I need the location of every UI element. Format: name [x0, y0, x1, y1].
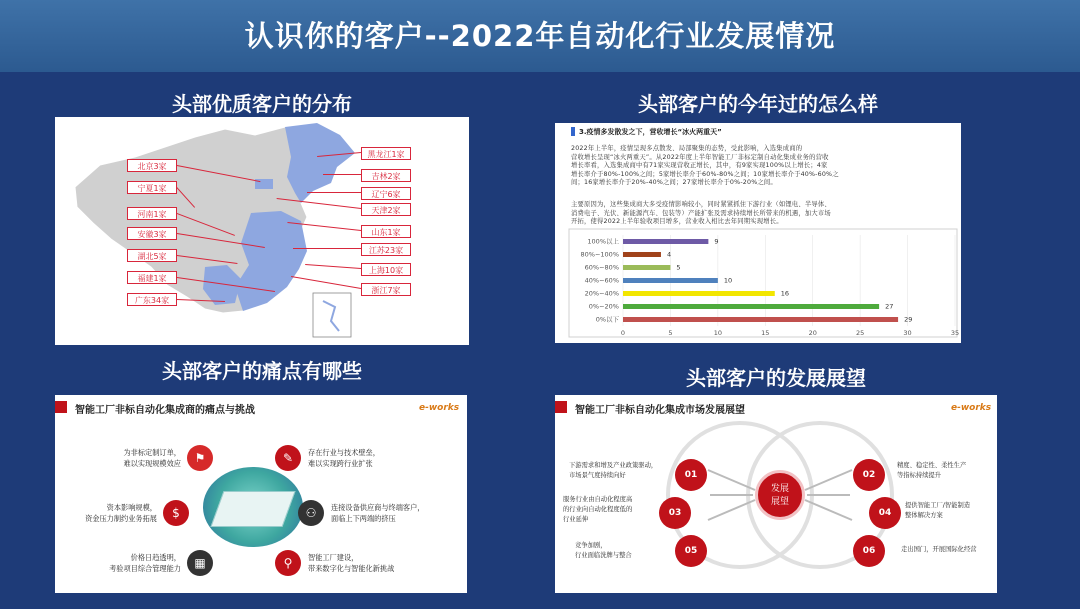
doc-paragraph-line: 增长率介于80%-100%之间；5家增长率介于60%-80%之间；10家增长率介于40%-60%之 — [571, 170, 839, 178]
x-tick-label: 35 — [950, 329, 960, 337]
heading-top-right: 头部客户的今年过的怎么样 — [638, 92, 878, 116]
pain-point-text — [109, 552, 181, 574]
customer-distribution-map — [55, 117, 469, 345]
bar-value-label: 4 — [666, 250, 672, 259]
bar-value-label: 10 — [723, 276, 733, 285]
pain-points-panel — [55, 395, 467, 593]
outlook-item-line: 等指标持续提升 — [897, 472, 942, 479]
category-label: 20%~40% — [584, 289, 619, 298]
doc-title: 3.疫情多发散发之下，营收增长“冰火两重天” — [579, 128, 722, 136]
x-tick-label: 10 — [713, 329, 722, 337]
outlook-item-line: 的行业向自动化程度低的 — [563, 506, 633, 513]
doc-paragraph-line: 2022年上半年，疫情呈现多点散发、局部聚集的态势，受此影响，入选集成商的 — [571, 145, 803, 152]
outlook-panel — [555, 395, 997, 593]
pain-panel-title: 智能工厂非标自动化集成商的痛点与挑战 — [75, 405, 255, 416]
outlook-item-line: 整体解决方案 — [905, 512, 943, 519]
pain-point-line: 资本影响规模， — [106, 503, 157, 512]
bar-6 — [623, 317, 898, 322]
map-label-right-0: 黑龙江1家 — [361, 147, 411, 160]
category-label: 100%以上 — [587, 237, 619, 246]
x-tick-label: 30 — [903, 329, 912, 337]
growth-bar-chart — [555, 123, 961, 343]
outlook-number-01: 01 — [675, 459, 707, 491]
outlook-item-line: 行业面临洗牌与整合 — [575, 552, 632, 559]
map-label-right-4: 山东1家 — [361, 225, 411, 238]
pain-point-line: 价格日趋透明， — [130, 553, 181, 562]
calculator-icon: ▦ — [187, 550, 213, 576]
outlook-number-05: 05 — [675, 535, 707, 567]
pain-point-line: 难以实现跨行业扩张 — [308, 459, 373, 468]
outlook-item-text — [897, 461, 966, 481]
pain-point-line: 资金压力制约业务拓展 — [85, 514, 157, 523]
pain-point-line: 智能工厂建设， — [308, 553, 359, 562]
outlook-item-text — [905, 501, 970, 521]
pain-point-line: 考验项目综合管理能力 — [109, 564, 181, 573]
outlook-item-line: 下游需求和增及产业政策驱动， — [569, 462, 658, 469]
map-leader-line — [323, 174, 361, 175]
bar-value-label: 29 — [904, 315, 913, 324]
map-label-right-1: 吉林2家 — [361, 169, 411, 182]
heading-bottom-right: 头部客户的发展展望 — [686, 366, 866, 390]
pain-point-text — [123, 447, 181, 469]
outlook-item-text — [569, 461, 657, 481]
doc-paragraph-line: 增长率看，入选集成商中有71家实现营收正增长，其中，有9家实现100%以上增长；4家 — [571, 162, 828, 169]
bar-0 — [623, 239, 708, 244]
outlook-item-line: 走出国门，开展国际化经营 — [901, 546, 977, 553]
map-label-left-3: 安徽3家 — [127, 227, 177, 240]
x-tick-label: 15 — [761, 329, 770, 337]
map-label-left-2: 河南1家 — [127, 207, 177, 220]
handshake-icon: ⚇ — [298, 500, 324, 526]
heading-top-left: 头部优质客户的分布 — [172, 92, 352, 116]
edit-icon: ✎ — [275, 445, 301, 471]
outlook-panel-title: 智能工厂非标自动化集成市场发展展望 — [575, 405, 745, 416]
center-ring — [755, 470, 805, 520]
bar-1 — [623, 252, 661, 257]
pain-point-line: 存在行业与技术壁垒， — [308, 448, 380, 457]
pain-point-text — [308, 552, 394, 574]
x-tick-label: 0 — [620, 329, 626, 337]
bar-value-label: 9 — [714, 237, 719, 246]
map-label-right-2: 辽宁6家 — [361, 187, 411, 200]
heading-bottom-left: 头部客户的痛点有哪些 — [162, 359, 362, 383]
center-text-line: 发展 — [770, 484, 789, 494]
pain-point-line: 带来数字化与智能化新挑战 — [308, 564, 395, 573]
bar-5 — [623, 304, 879, 309]
pain-point-line: 连接设备供应商与终端客户， — [331, 503, 425, 512]
bar-3 — [623, 278, 718, 283]
bar-value-label: 27 — [885, 302, 894, 311]
x-tick-label: 20 — [808, 329, 817, 337]
outlook-item-line: 精度、稳定性、柔性生产 — [897, 462, 967, 469]
dollar-icon: $ — [163, 500, 189, 526]
map-leader-line — [293, 248, 361, 249]
bar-value-label: 16 — [780, 289, 790, 298]
page-title: 认识你的客户--2022年自动化行业发展情况 — [244, 19, 836, 53]
revenue-growth-panel — [555, 123, 961, 343]
cursor-icon: ⚑ — [187, 445, 213, 471]
doc-paragraph-line: 主要原因为，这些集成商大多受疫情影响较小，同时紧紧抓住下游行业（如锂电、半导体、 — [571, 201, 831, 208]
pain-point-line: 难以实现规模效应 — [123, 459, 181, 468]
map-label-right-5: 江苏23家 — [361, 243, 411, 256]
doc-paragraph-line: 开拓，使得2022上半年验收项目增多，营业收入相比去年同期实现增长。 — [571, 218, 783, 225]
category-label: 40%~60% — [584, 276, 619, 285]
outlook-number-04: 04 — [869, 497, 901, 529]
x-tick-label: 5 — [668, 329, 673, 337]
bar-value-label: 5 — [676, 263, 681, 272]
outlook-item-line: 服务行业由自动化程度高 — [563, 496, 633, 503]
map-label-left-4: 湖北5家 — [127, 249, 177, 262]
factory-floor — [210, 491, 295, 527]
map-label-left-1: 宁夏1家 — [127, 181, 177, 194]
pain-point-line: 面临上下两端的挤压 — [331, 514, 396, 523]
map-label-right-7: 浙江7家 — [361, 283, 411, 296]
outlook-number-06: 06 — [853, 535, 885, 567]
pain-point-line: 为非标定制订单， — [123, 448, 181, 457]
map-leader-line — [307, 192, 361, 193]
category-label: 80%~100% — [580, 250, 619, 259]
doc-paragraph-line: 营收增长呈现“冰火两重天”。从2022年度上半年智能工厂非标定制自动化集成业务的营收 — [571, 153, 829, 161]
outlook-number-02: 02 — [853, 459, 885, 491]
pain-point-text — [331, 502, 424, 524]
pain-point-text — [308, 447, 380, 469]
center-text-line: 展望 — [770, 497, 789, 507]
outlook-item-line: 竞争加剧， — [575, 542, 607, 549]
x-tick-label: 25 — [856, 329, 865, 337]
bar-4 — [623, 291, 775, 296]
category-label: 0%~20% — [588, 302, 619, 311]
bar-2 — [623, 265, 670, 270]
outlook-item-line: 提供智能工厂/智能制造 — [905, 502, 971, 509]
pain-point-text — [85, 502, 157, 524]
doc-paragraph-line: 消费电子、光伏、新能源汽车、包装等）产能扩张及需求持续增长所带来的机遇，加大市场 — [571, 209, 831, 217]
category-label: 0%以下 — [595, 315, 619, 324]
category-label: 60%~80% — [584, 263, 619, 272]
outlook-item-text — [575, 541, 632, 561]
map-label-right-6: 上海10家 — [361, 263, 411, 276]
map-label-left-5: 福建1家 — [127, 271, 177, 284]
outlook-item-text — [901, 545, 977, 555]
outlook-item-line: 市场景气度持续向好 — [569, 472, 626, 479]
eworks-logo: e-works — [951, 403, 992, 413]
map-label-left-0: 北京3家 — [127, 159, 177, 172]
map-label-right-3: 天津2家 — [361, 203, 411, 216]
map-label-left-6: 广东34家 — [127, 293, 177, 306]
title-accent — [55, 401, 67, 413]
eworks-logo: e-works — [419, 403, 460, 413]
doc-paragraph-line: 间；16家增长率介于20%-40%之间；27家增长率介于0%-20%之间。 — [571, 179, 777, 186]
outlook-item-text — [563, 495, 632, 525]
magnifier-icon: ⚲ — [275, 550, 301, 576]
outlook-item-line: 行业延伸 — [563, 516, 589, 523]
outlook-number-03: 03 — [659, 497, 691, 529]
